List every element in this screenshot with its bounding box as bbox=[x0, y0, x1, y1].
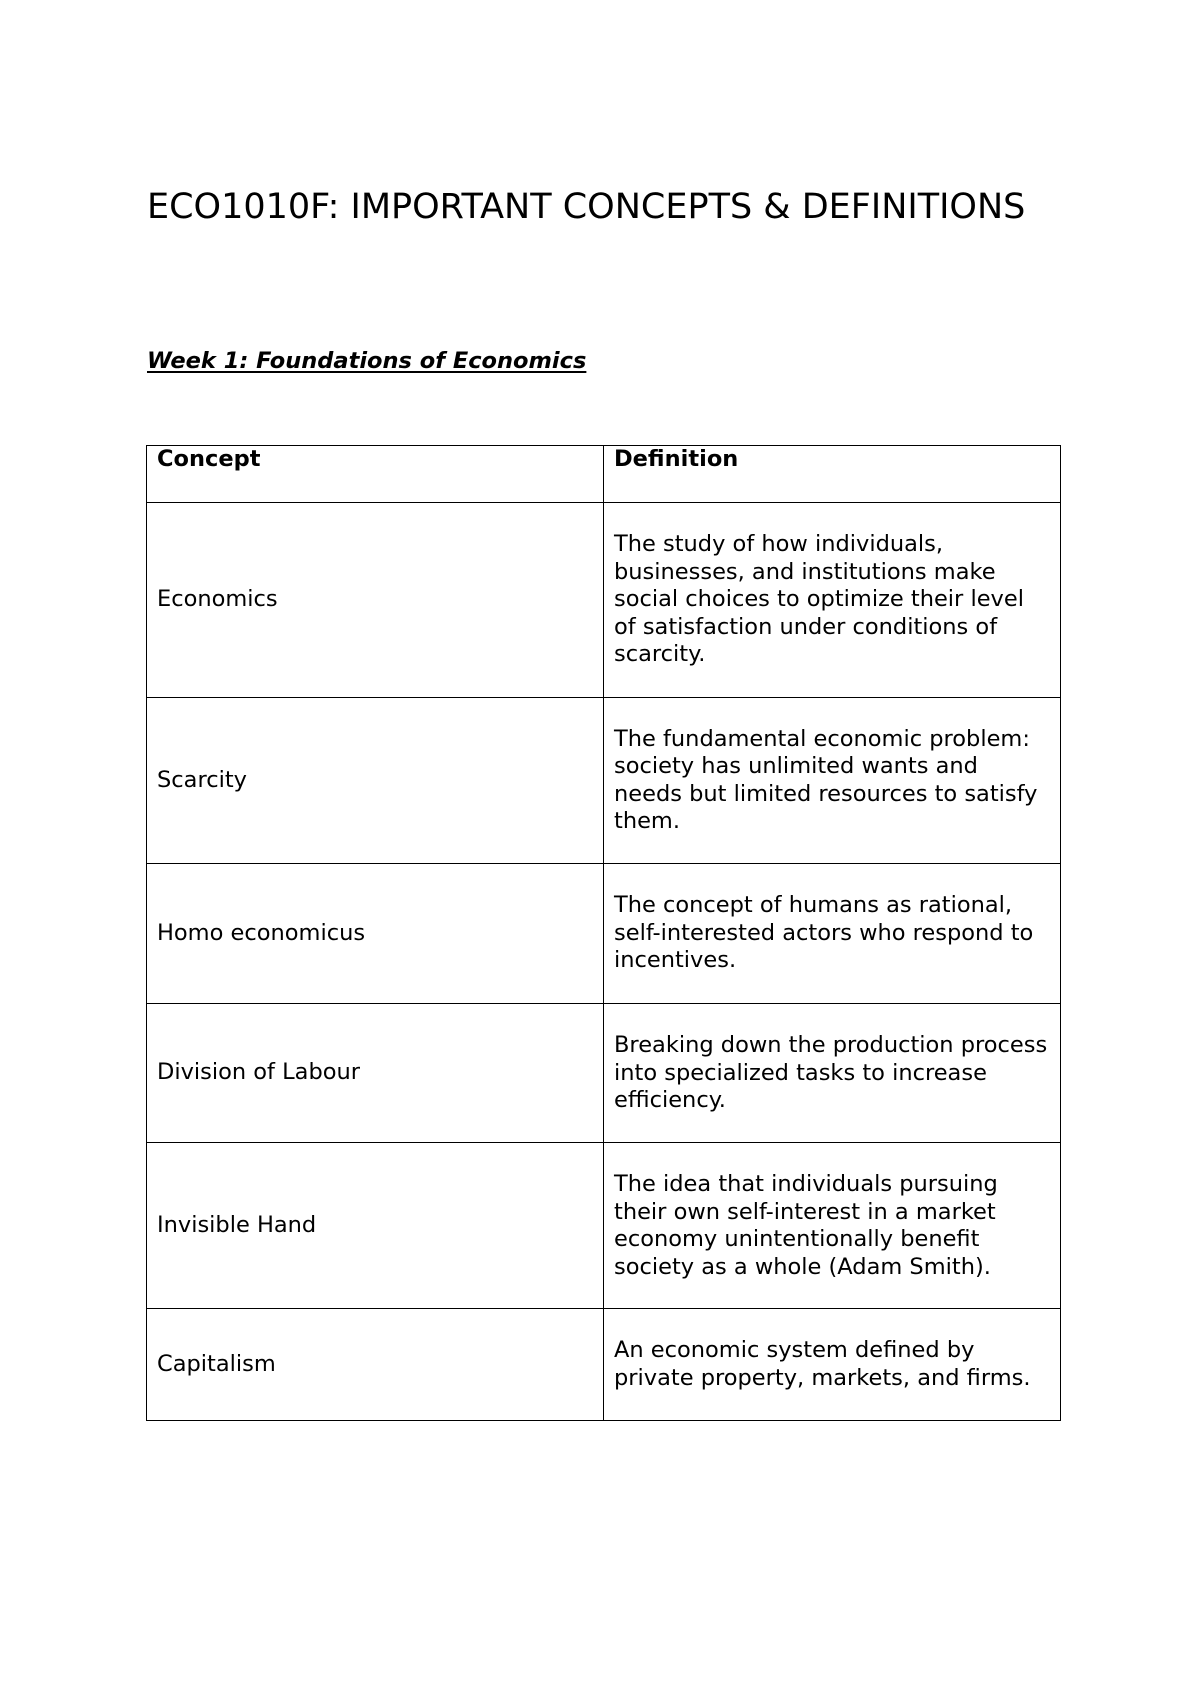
definition-column-header: Definition bbox=[604, 446, 1061, 503]
concept-column-header: Concept bbox=[147, 446, 604, 503]
concept-cell: Homo economicus bbox=[147, 864, 604, 1004]
definition-cell: The idea that individuals pursuing their own self-interest in a market economy unintentionally benefit society as a whole (Adam Smith). bbox=[604, 1143, 1061, 1309]
table-row bbox=[147, 1309, 1061, 1421]
definition-cell: The fundamental economic problem: society has unlimited wants and needs but limited resources to satisfy them. bbox=[604, 698, 1061, 864]
definition-cell: An economic system defined by private property, markets, and firms. bbox=[604, 1309, 1061, 1421]
table-row bbox=[147, 1143, 1061, 1309]
definition-cell: Breaking down the production process into specialized tasks to increase efficiency. bbox=[604, 1004, 1061, 1143]
table-row bbox=[147, 864, 1061, 1004]
concepts-table bbox=[146, 445, 1061, 1421]
concept-cell: Economics bbox=[147, 503, 604, 698]
table-header-row bbox=[147, 446, 1061, 503]
table-row bbox=[147, 1004, 1061, 1143]
concept-cell: Scarcity bbox=[147, 698, 604, 864]
definition-cell: The study of how individuals, businesses, and institutions make social choices to optimize their level of satisfaction under conditions of scarcity. bbox=[604, 503, 1061, 698]
page-title: ECO1010F: IMPORTANT CONCEPTS & DEFINITIONS bbox=[147, 187, 1026, 227]
concept-cell: Division of Labour bbox=[147, 1004, 604, 1143]
table-row bbox=[147, 698, 1061, 864]
concept-cell: Invisible Hand bbox=[147, 1143, 604, 1309]
table-row bbox=[147, 503, 1061, 698]
concept-cell: Capitalism bbox=[147, 1309, 604, 1421]
section-heading: Week 1: Foundations of Economics bbox=[147, 348, 587, 374]
definition-cell: The concept of humans as rational, self-interested actors who respond to incentives. bbox=[604, 864, 1061, 1004]
